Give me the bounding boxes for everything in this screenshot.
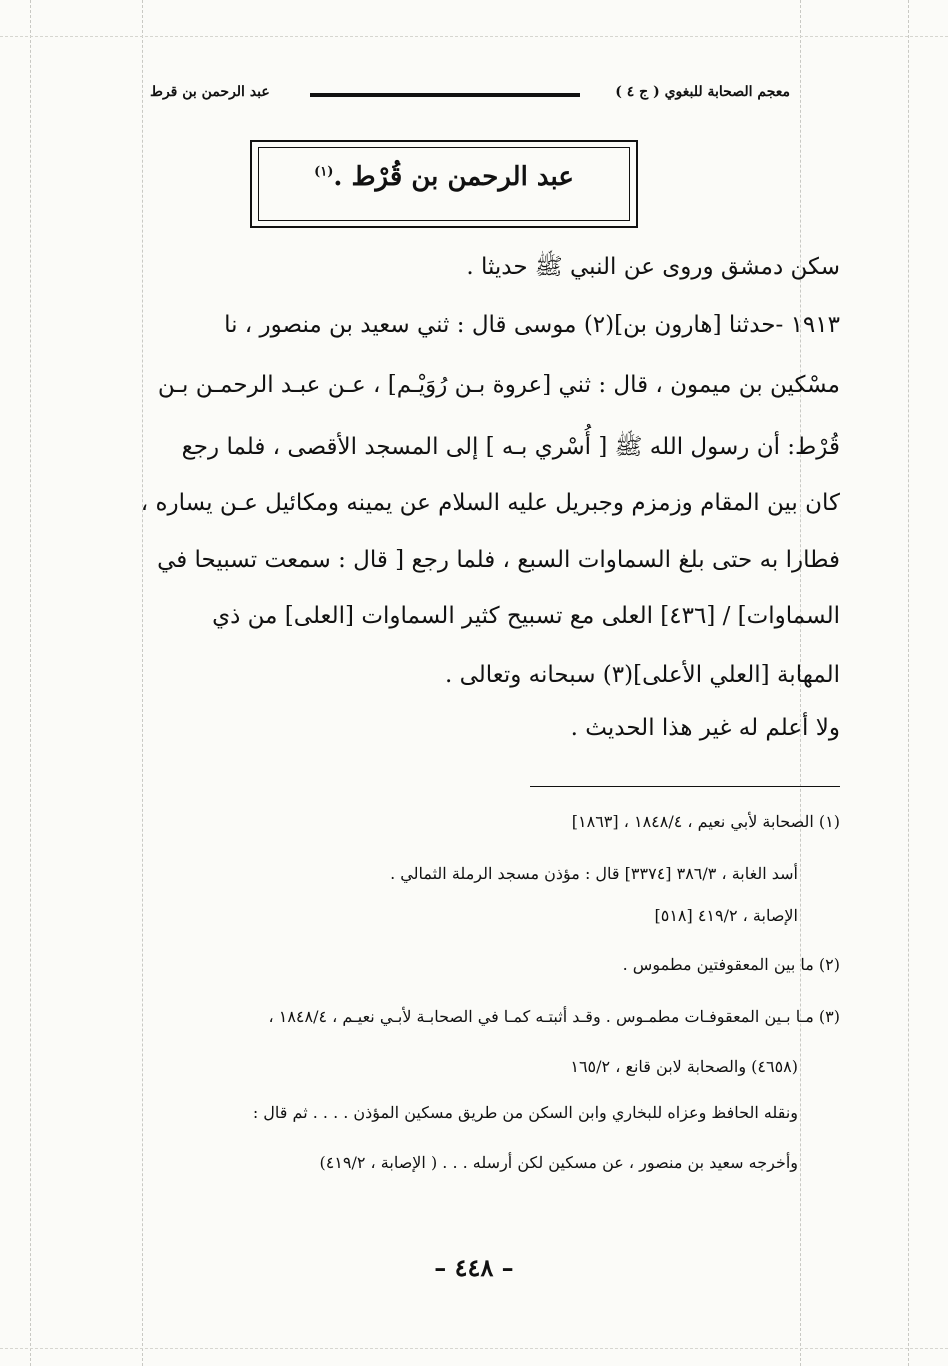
body-line: سكن دمشق وروى عن النبي ﷺ حديثا . [466, 254, 840, 280]
body-line: مسْكين بن ميمون ، قال : ثني [عروة بـن رُوَيْـم] ، عـن عبـد الرحمـن بـن [157, 372, 840, 398]
body-line: قُرْط: أن رسول الله ﷺ [ أُسْري بـه ] إلى المسجد الأقصى ، فلما رجع [181, 434, 840, 460]
footnote-line: (٢) ما بين المعقوفتين مطموس . [622, 955, 840, 974]
body-line: ولا أعلم له غير هذا الحديث . [570, 715, 840, 741]
scan-edge-mark [30, 0, 31, 1366]
footnote-line: (٣) مـا بـين المعقوفـات مطمـوس . وقـد أثبتـه كمـا في الصحابـة لأبـي نعيـم ، ١٨٤٨/٤ ، [268, 1007, 840, 1026]
body-line: ١٩١٣ -حدثنا [هارون بن](٢) موسى قال : ثني سعيد بن منصور ، نا [224, 312, 840, 338]
scan-edge-mark [142, 0, 143, 1366]
scan-edge-mark [0, 36, 948, 37]
footnote-line: (١) الصحابة لأبي نعيم ، ١٨٤٨/٤ ، [١٨٦٣] [571, 812, 840, 831]
running-header [150, 82, 790, 112]
page-number: – ٤٤٨ – [434, 1253, 514, 1282]
footnote-line: الإصابة ، ٤١٩/٢ [٥١٨] [654, 906, 798, 925]
header-entry-name: عبد الرحمن بن قرط [150, 84, 270, 100]
body-line: السماوات] / [٤٣٦] العلى مع تسبيح كثير السماوات [العلى] من ذي [212, 603, 840, 629]
footnote-line: وأخرجه سعيد بن منصور ، عن مسكين لكن أرسله . . . ( الإصابة ، ٤١٩/٢) [319, 1153, 798, 1172]
body-line: فطارا به حتى بلغ السماوات السبع ، فلما رجع [ قال : سمعت تسبيحا في [157, 547, 840, 573]
scan-edge-mark [0, 1348, 948, 1349]
entry-title [252, 162, 636, 192]
entry-title-footnote-marker: (١) [314, 164, 334, 180]
header-rule [310, 93, 580, 97]
body-line: المهابة [العلي الأعلى](٣) سبحانه وتعالى . [444, 662, 840, 688]
header-book-title: معجم الصحابة للبغوي ( ج ٤ ) [615, 84, 790, 100]
footnote-line: ونقله الحافظ وعزاه للبخاري وابن السكن من طريق مسكين المؤذن . . . . ثم قال : [252, 1103, 798, 1122]
entry-title-box [250, 140, 638, 228]
footnote-separator [530, 786, 840, 787]
entry-title-text: عبد الرحمن بن قُرْط . [333, 162, 574, 192]
body-line: كان بين المقام وزمزم وجبريل عليه السلام عن يمينه ومكائيل عـن يساره ، [140, 490, 840, 516]
footnote-line: أسد الغابة ، ٣٨٦/٣ [٣٣٧٤] قال : مؤذن مسجد الرملة الثمالي . [390, 864, 798, 883]
footnote-line: (٤٦٥٨) والصحابة لابن قانع ، ١٦٥/٢ [570, 1057, 798, 1076]
scan-edge-mark [908, 0, 909, 1366]
